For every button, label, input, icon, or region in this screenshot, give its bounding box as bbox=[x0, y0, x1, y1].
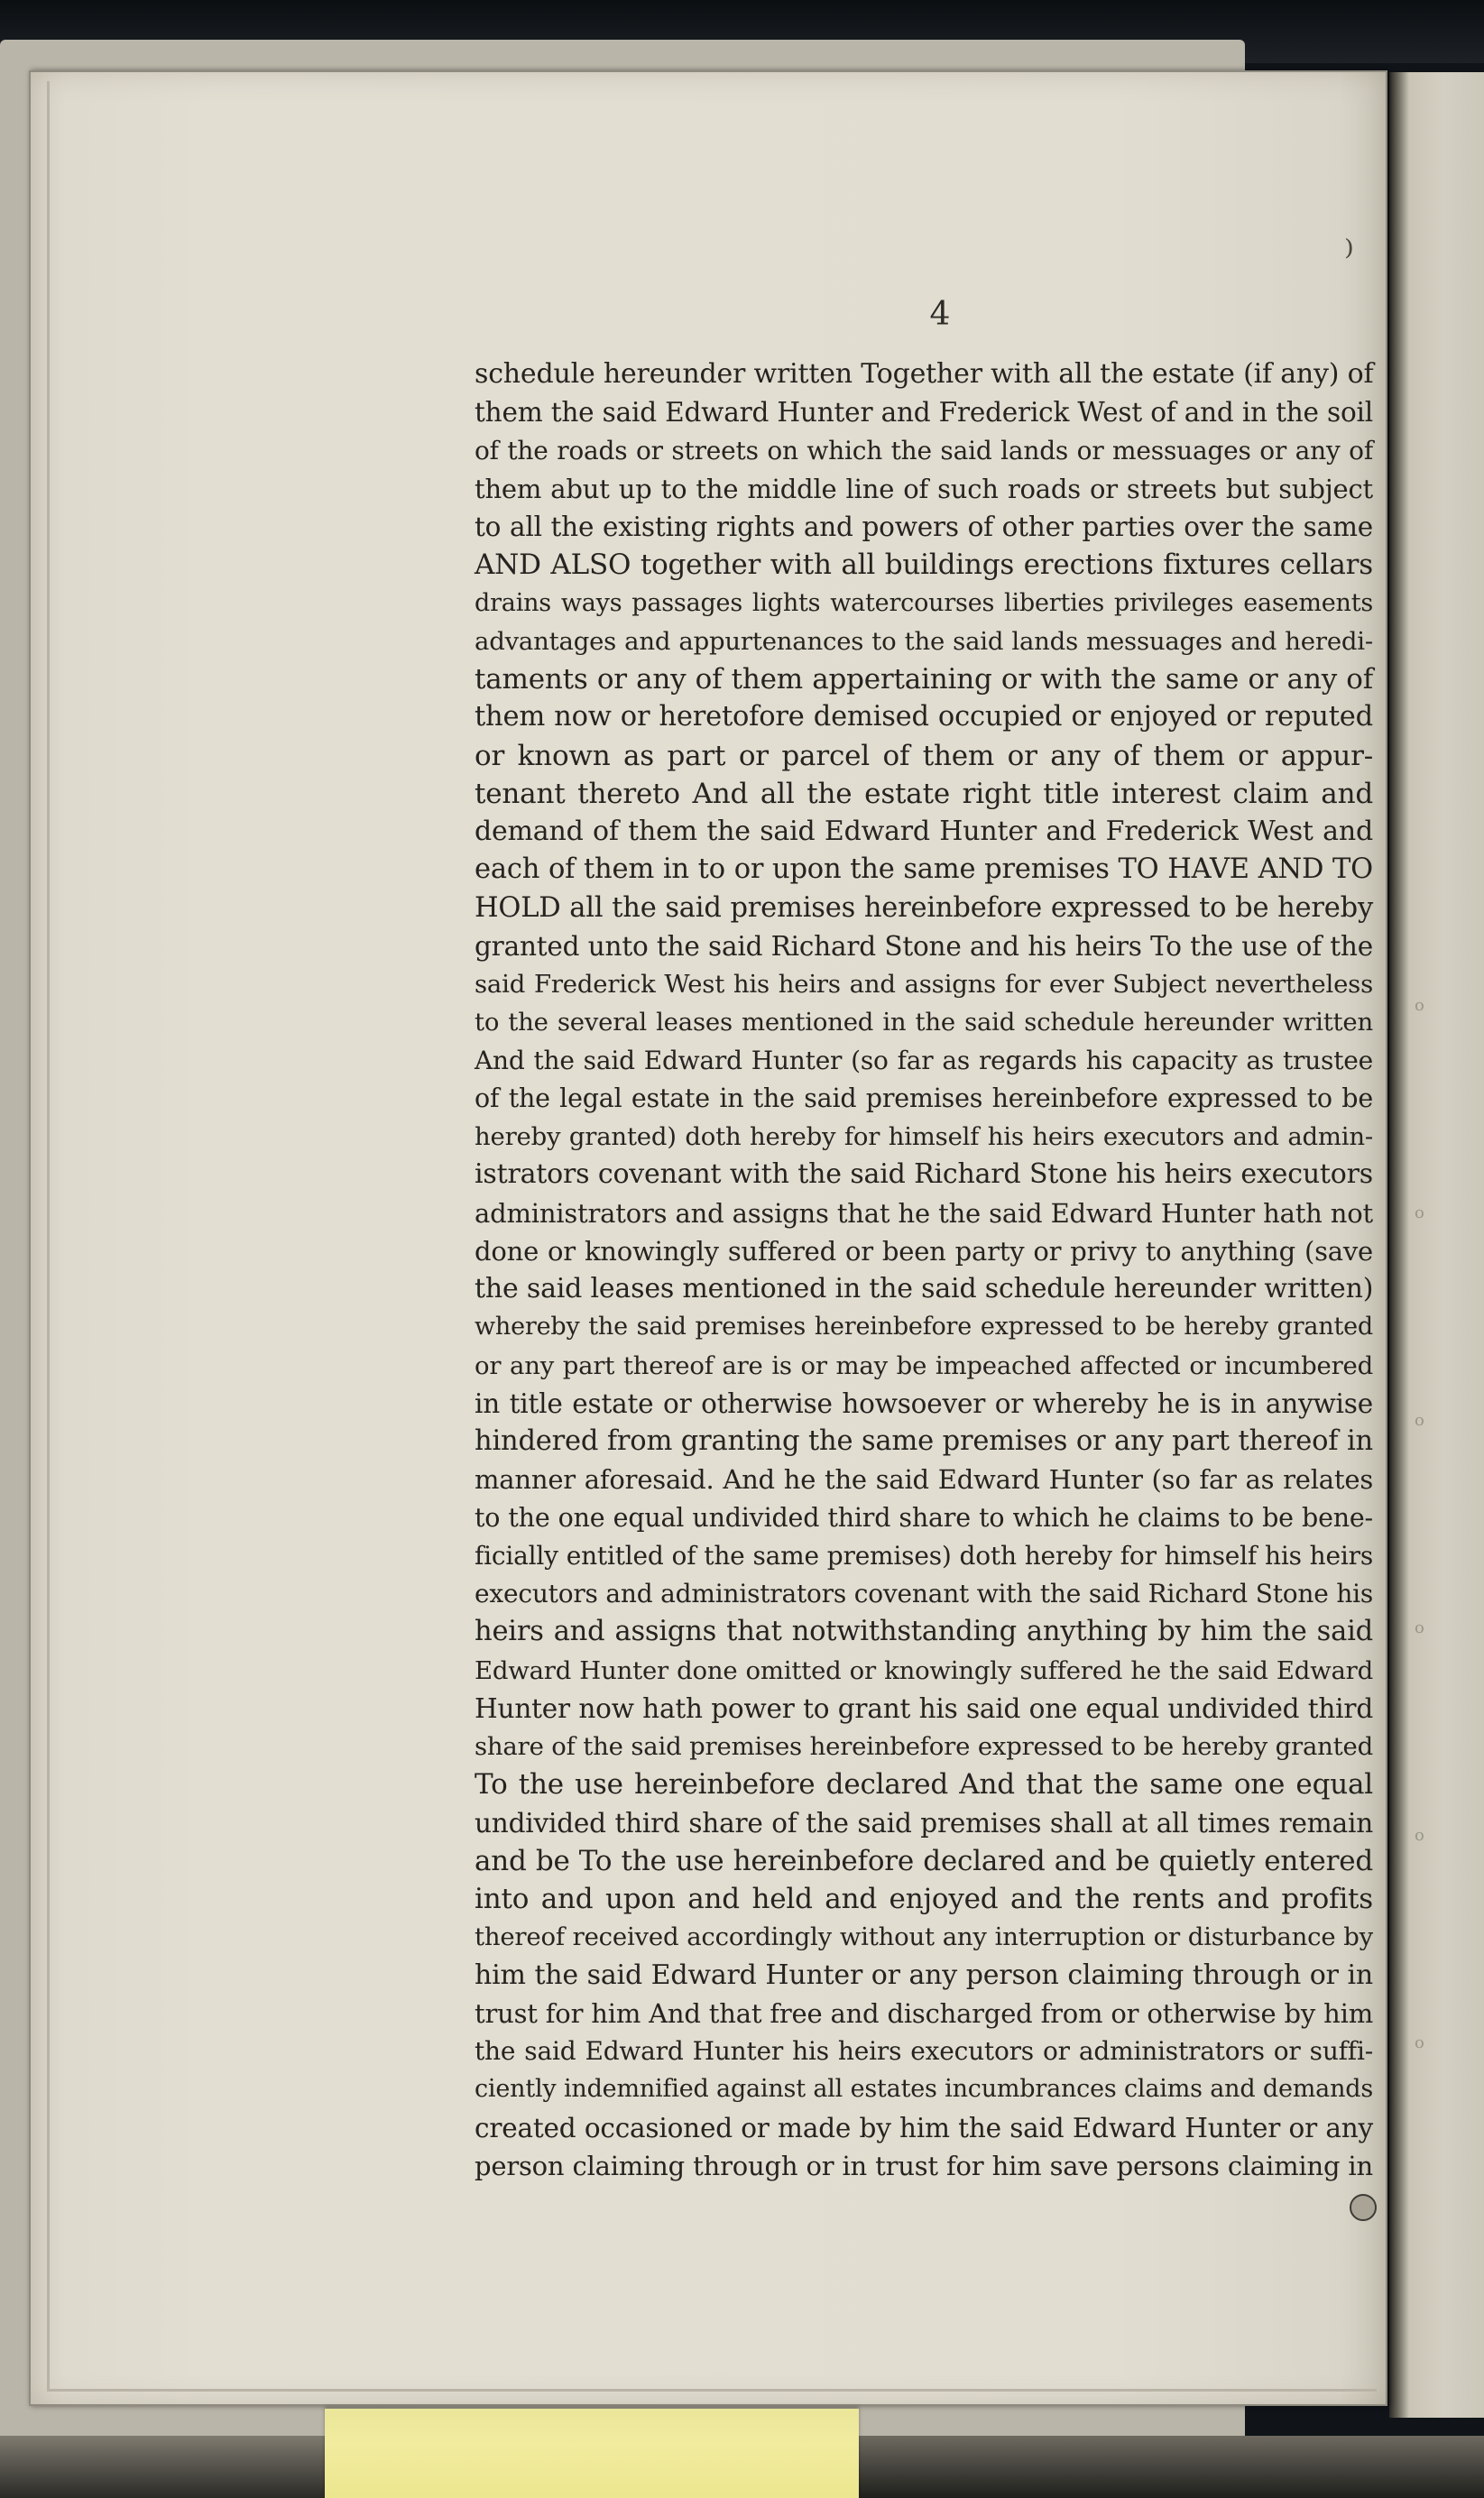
paper-clip-mark bbox=[1350, 2194, 1377, 2221]
text-line: granted unto the said Richard Stone and his heirs To the use of the bbox=[475, 930, 1373, 962]
text-line: ciently indemnified against all estates incumbrances claims and demands bbox=[475, 2075, 1373, 2104]
text-line: person claiming through or in trust for him save persons claiming in bbox=[475, 2150, 1373, 2181]
text-line: schedule hereunder written Together with all the estate (if any) of bbox=[475, 358, 1374, 390]
adjacent-page-bleed-marks: o o o o o o bbox=[1415, 996, 1435, 2052]
text-line: And the said Edward Hunter (so far as regards his capacity as trustee bbox=[475, 1045, 1373, 1075]
text-line: into and upon and held and enjoyed and the rents and profits bbox=[475, 1883, 1373, 1915]
text-line: him the said Edward Hunter or any person claiming through or in bbox=[475, 1959, 1373, 1991]
text-line: created occasioned or made by him the said Edward Hunter or any bbox=[475, 2112, 1373, 2143]
text-line: tenant thereto And all the estate right title interest claim and bbox=[475, 777, 1373, 810]
text-line: administrators and assigns that he the said Edward Hunter hath not bbox=[475, 1197, 1373, 1229]
text-line: manner aforesaid. And he the said Edward Hunter (so far as relates bbox=[475, 1464, 1373, 1496]
text-line: taments or any of them appertaining or with the same or any of bbox=[475, 663, 1373, 696]
text-line: hereby granted) doth hereby for himself his heirs executors and admin- bbox=[475, 1122, 1373, 1151]
margin-pencil-mark: ⁾ bbox=[1344, 232, 1354, 278]
yellow-tape-strip bbox=[325, 2409, 859, 2498]
text-line: To the use hereinbefore declared And that the same one equal bbox=[475, 1768, 1373, 1802]
text-line: of the roads or streets on which the said lands or messuages or any of bbox=[475, 435, 1373, 465]
page-number: 4 bbox=[929, 296, 951, 333]
text-line: AND ALSO together with all buildings erections fixtures cellars bbox=[475, 548, 1373, 582]
text-line: HOLD all the said premises hereinbefore expressed to be hereby bbox=[475, 891, 1373, 924]
text-line: to all the existing rights and powers of other parties over the same bbox=[475, 512, 1373, 542]
text-line: to the one equal undivided third share to which he claims to be bene- bbox=[475, 1502, 1373, 1533]
text-line: or known as part or parcel of them or any of them or appur- bbox=[475, 739, 1373, 772]
text-line: trust for him And that free and discharged from or otherwise by him bbox=[475, 1997, 1373, 2029]
page-bottom-edge-right bbox=[859, 2436, 1484, 2498]
deed-body-text bbox=[475, 355, 1373, 2185]
text-line: hindered from granting the same premises or any part thereof in bbox=[475, 1425, 1373, 1457]
text-line: the said leases mentioned in the said schedule hereunder written) bbox=[475, 1273, 1374, 1304]
text-line: advantages and appurtenances to the said lands messuages and heredi- bbox=[475, 626, 1373, 656]
text-line: done or knowingly suffered or been party or privy to anything (save bbox=[475, 1235, 1373, 1267]
text-line: executors and administrators covenant with the said Richard Stone his bbox=[475, 1579, 1374, 1608]
text-line: to the several leases mentioned in the said schedule hereunder written bbox=[475, 1008, 1373, 1037]
text-line: in title estate or otherwise howsoever or whereby he is in anywise bbox=[475, 1387, 1373, 1419]
text-line: the said Edward Hunter his heirs executors or administrators or suffi- bbox=[475, 2036, 1373, 2066]
page-bottom-edge-left bbox=[0, 2436, 325, 2498]
text-line: heirs and assigns that notwithstanding anything by him the said bbox=[475, 1616, 1373, 1648]
text-line: each of them in to or upon the same premises TO HAVE AND TO bbox=[475, 853, 1373, 886]
text-line: and be To the use hereinbefore declared and be quietly entered bbox=[475, 1844, 1373, 1877]
text-line: said Frederick West his heirs and assigns for ever Subject nevertheless bbox=[475, 970, 1373, 999]
text-line: Hunter now hath power to grant his said one equal undivided third bbox=[475, 1692, 1373, 1724]
text-line: them now or heretofore demised occupied or enjoyed or reputed bbox=[475, 701, 1373, 733]
text-line: thereof received accordingly without any interruption or disturbance by bbox=[475, 1922, 1373, 1952]
text-line: or any part thereof are is or may be impeached affected or incumbered bbox=[475, 1350, 1373, 1380]
text-line: them abut up to the middle line of such roads or streets but subject bbox=[475, 473, 1373, 504]
text-line: Edward Hunter done omitted or knowingly suffered he the said Edward bbox=[475, 1655, 1373, 1685]
text-line: share of the said premises hereinbefore expressed to be hereby granted bbox=[475, 1732, 1373, 1761]
text-line: istrators covenant with the said Richard Stone his heirs executors bbox=[475, 1158, 1373, 1191]
text-line: undivided third share of the said premises shall at all times remain bbox=[475, 1807, 1373, 1839]
text-line: drains ways passages lights watercourses liberties privileges easements bbox=[475, 588, 1373, 617]
text-line: them the said Edward Hunter and Frederick West of and in the soil bbox=[475, 397, 1373, 429]
text-line: ficially entitled of the same premises) doth hereby for himself his heirs bbox=[475, 1540, 1373, 1571]
text-line: demand of them the said Edward Hunter and Frederick West and bbox=[475, 816, 1373, 847]
text-line: of the legal estate in the said premises hereinbefore expressed to be bbox=[475, 1083, 1373, 1113]
text-line: whereby the said premises hereinbefore expressed to be hereby granted bbox=[475, 1313, 1373, 1341]
